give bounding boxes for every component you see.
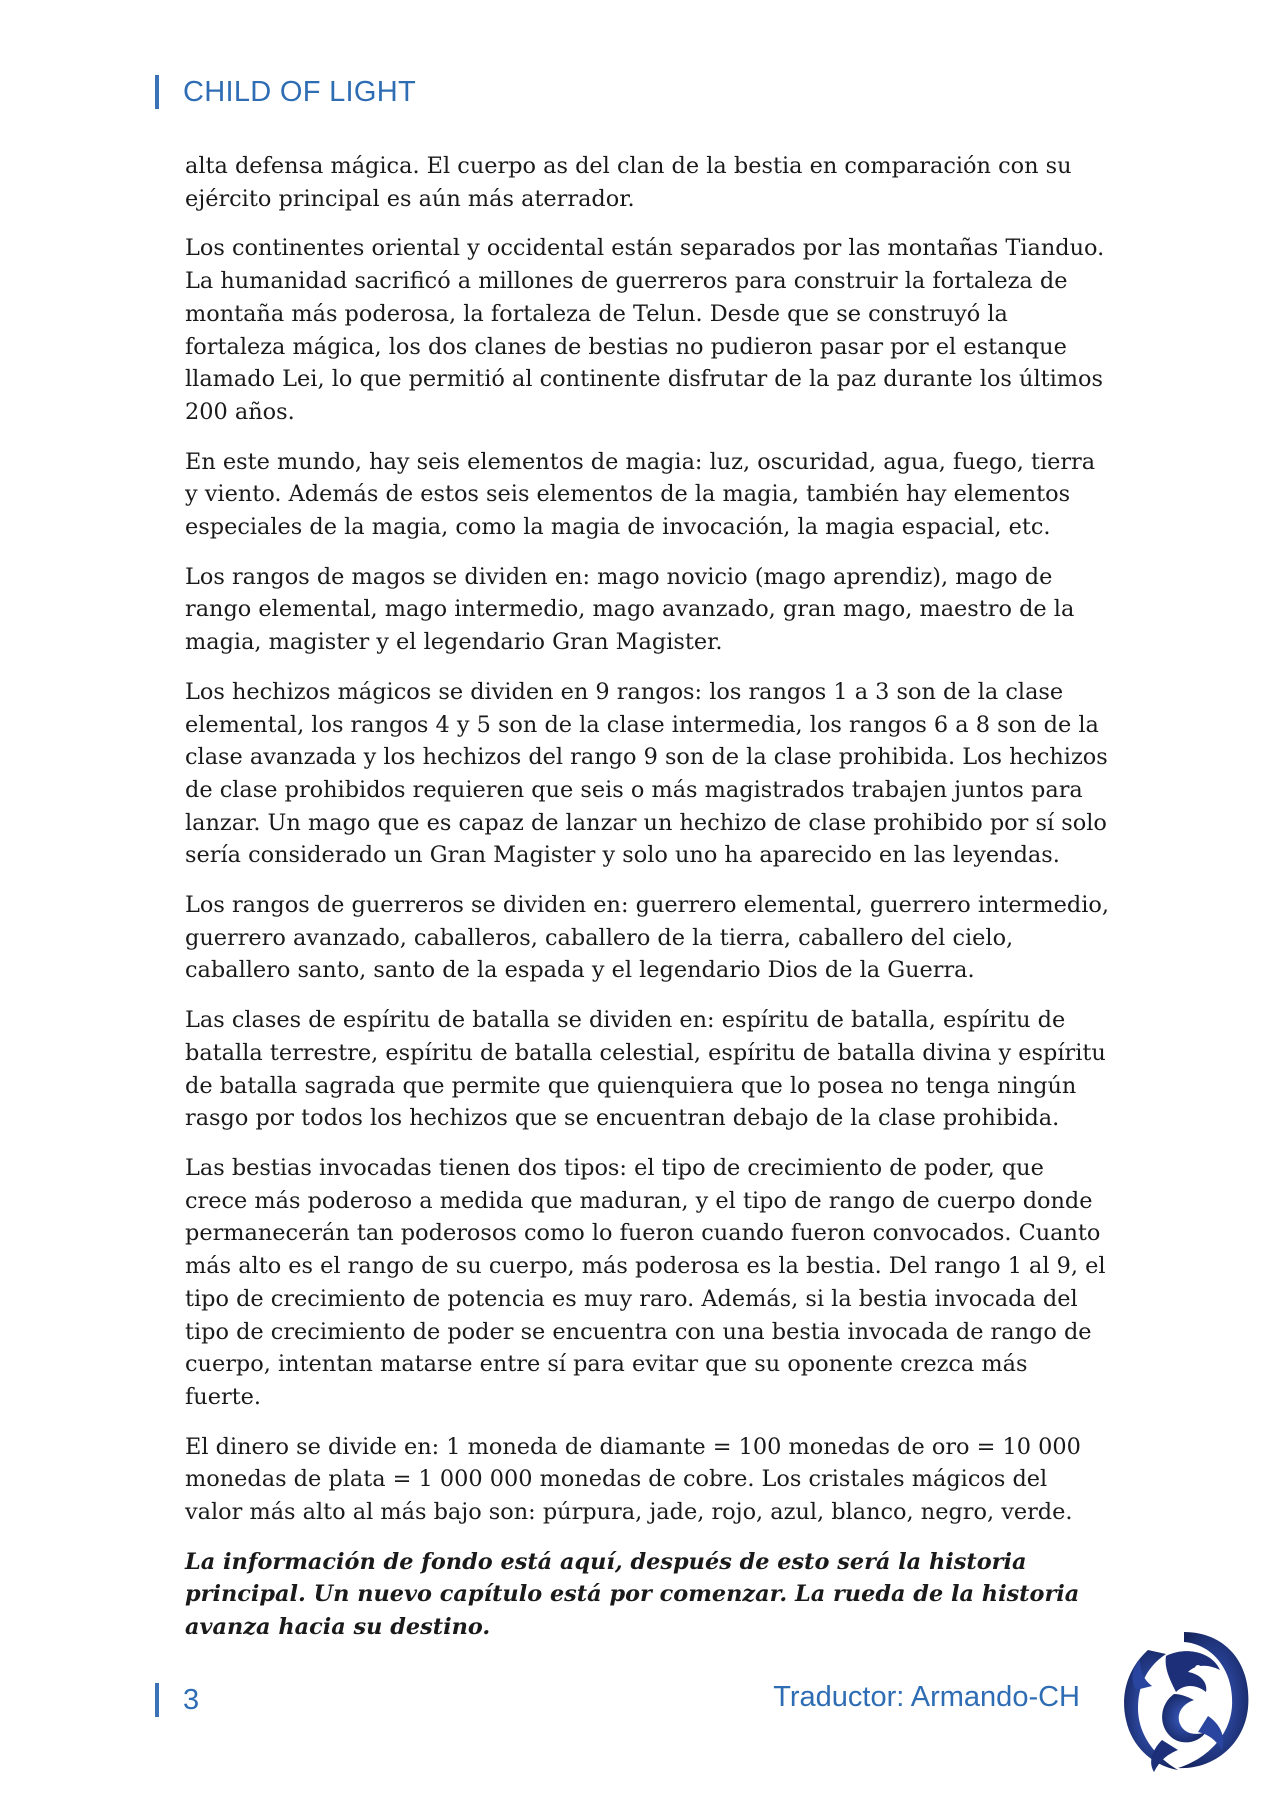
translator-credit: Traductor: Armando-CH (773, 1681, 1080, 1713)
paragraph-4: Los rangos de magos se dividen en: mago novicio (mago aprendiz), mago de rango elemental, mago intermedio, mago avanzado, gran mago, maestro de la magia, magister y el legendario Gran Magister. (185, 563, 1075, 656)
paragraph-2: Los continentes oriental y occidental están separados por las montañas Tianduo. La humanidad sacrificó a millones de guerreros para construir la fortaleza de montaña más poderosa, la fortaleza de Telun. Desde que se construyó la fortaleza mágica, los dos clanes de bestias no pudieron pasar por el estanque llamado Lei, lo que permitió al continente disfrutar de la paz durante los últimos 200 años. (185, 235, 1105, 425)
paragraph-1: alta defensa mágica. El cuerpo as del clan de la bestia en comparación con su ejército principal es aún más aterrador. (185, 153, 1072, 212)
paragraph-7: Las clases de espíritu de batalla se dividen en: espíritu de batalla, espíritu de batalla terrestre, espíritu de batalla celestial, espíritu de batalla divina y espíritu de batalla sagrada que permite que quienquiera que lo posea no tenga ningún rasgo por todos los hechizos que se encuentran debajo de la clase prohibida. (185, 1007, 1106, 1132)
paragraph-3: En este mundo, hay seis elementos de magia: luz, oscuridad, agua, fuego, tierra y viento. Además de estos seis elementos de la magia, también hay elementos especiales de la magia, como la magia de invocación, la magia espacial, etc. (185, 448, 1096, 541)
paragraph-9: El dinero se divide en: 1 moneda de diamante = 100 monedas de oro = 10 000 monedas de plata = 1 000 000 monedas de cobre. Los cristales mágicos del valor más alto al más bajo son: púrpura, jade, rojo, azul, blanco, negro, verde. (185, 1433, 1081, 1526)
header-accent-bar (155, 75, 159, 109)
paragraph-5: Los hechizos mágicos se dividen en 9 rangos: los rangos 1 a 3 son de la clase elemental, los rangos 4 y 5 son de la clase intermedia, los rangos 6 a 8 son de la clase avanzada y los hechizos del rango 9 son de la clase prohibida. Los hechizos de clase prohibidos requieren que seis o más magistrados trabajen juntos para lanzar. Un mago que es capaz de lanzar un hechizo de clase prohibido por sí solo sería considerado un Gran Magister y solo uno ha aparecido en las leyendas. (185, 678, 1108, 869)
page-footer (155, 1680, 199, 1720)
header-title: CHILD OF LIGHT (183, 75, 416, 108)
dragon-emblem-icon (1108, 1620, 1260, 1780)
paragraph-8: Las bestias invocadas tienen dos tipos: el tipo de crecimiento de poder, que crece más poderoso a medida que maduran, y el tipo de rango de cuerpo donde permanecerán tan poderosos como lo fueron cuando fueron convocados. Cuanto más alto es el rango de su cuerpo, más poderosa es la bestia. Del rango 1 al 9, el tipo de crecimiento de potencia es muy raro. Además, si la bestia invocada del tipo de crecimiento de poder se encuentra con una bestia invocada de rango de cuerpo, intentan matarse entre sí para evitar que su oponente crezca más fuerte. (185, 1154, 1106, 1410)
footer-accent-bar (155, 1683, 159, 1717)
closing-paragraph: La información de fondo está aquí, después de esto será la historia principal. Un nuevo capítulo está por comenzar. La rueda de la historia avanza hacia su destino. (185, 1548, 1080, 1641)
body-text (185, 150, 1110, 1661)
page-header (155, 72, 416, 112)
paragraph-6: Los rangos de guerreros se dividen en: guerrero elemental, guerrero intermedio, guerrero avanzado, caballeros, caballero de la tierra, caballero del cielo, caballero santo, santo de la espada y el legendario Dios de la Guerra. (185, 892, 1109, 984)
page-number: 3 (183, 1683, 200, 1716)
